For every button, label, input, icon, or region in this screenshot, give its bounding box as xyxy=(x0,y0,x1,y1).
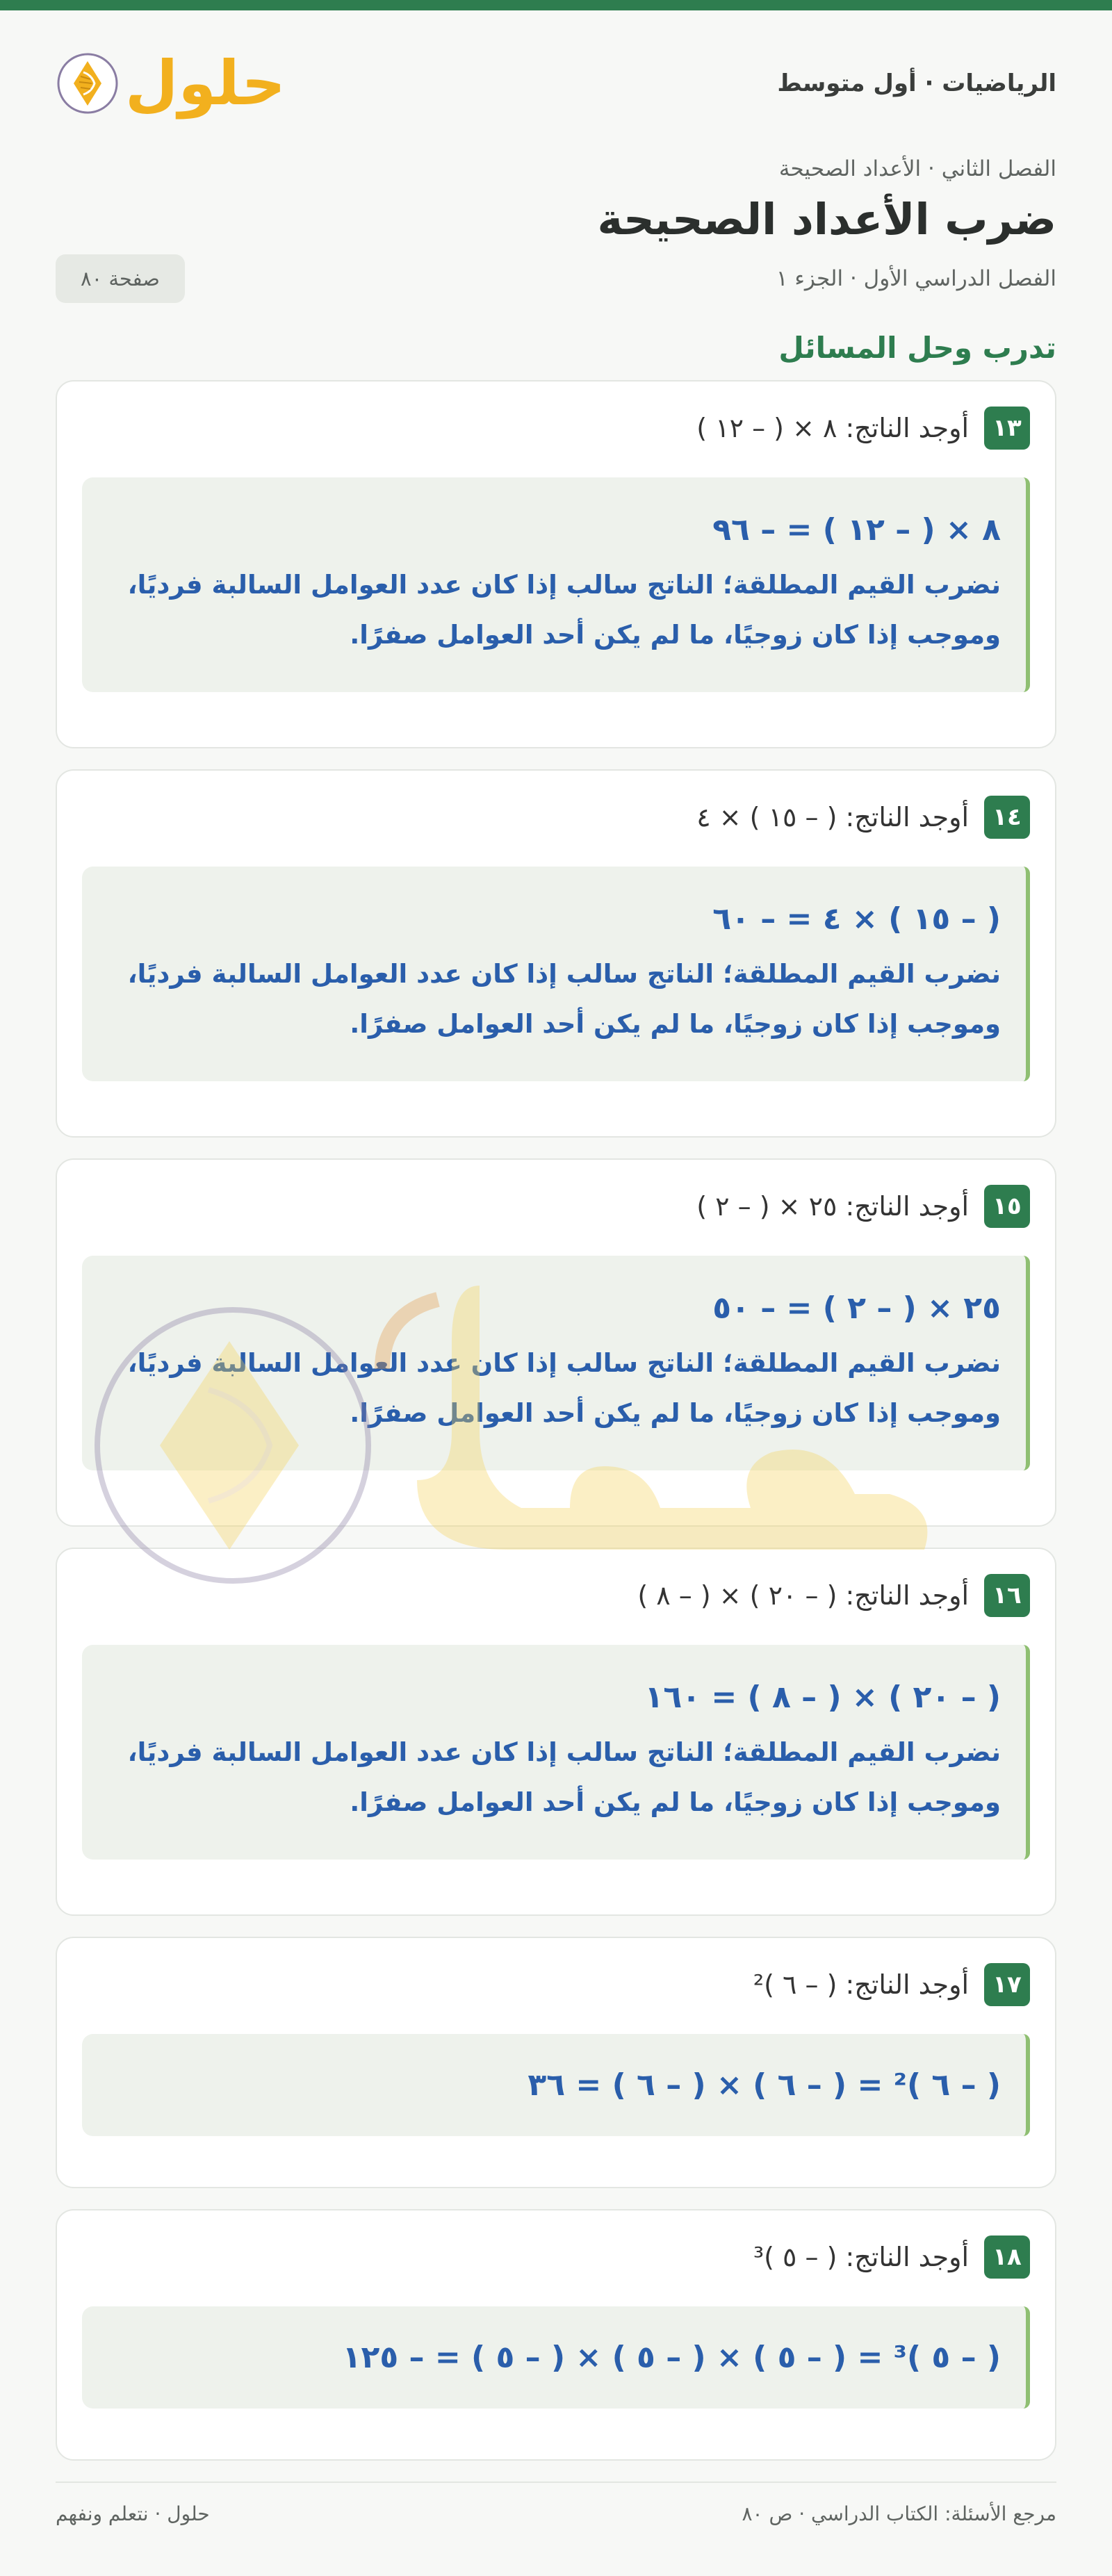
question-card xyxy=(56,380,1056,748)
logo-text: حلول xyxy=(125,47,286,119)
answer-equation: ٨ × ( – ١٢ ) = – ٩٦ xyxy=(712,512,1001,548)
question-number: ١٣ xyxy=(984,407,1030,450)
question-text: أوجد الناتج: ( – ٢٠ ) × ( – ٨ ) xyxy=(637,1580,969,1611)
subject-title: الرياضيات · أول متوسط xyxy=(777,69,1056,97)
answer-box xyxy=(82,477,1030,692)
question-card xyxy=(56,1158,1056,1527)
question-card xyxy=(56,1937,1056,2188)
term-meta: الفصل الدراسي الأول · الجزء ١ xyxy=(776,266,1056,291)
question-text: أوجد الناتج: ( – ١٥ ) × ٤ xyxy=(696,802,969,832)
answer-box xyxy=(82,2034,1030,2136)
question-number: ١٨ xyxy=(984,2235,1030,2279)
site-logo[interactable] xyxy=(56,47,286,119)
answer-box xyxy=(82,1256,1030,1470)
answer-equation: ( – ٥ )³ = ( – ٥ ) × ( – ٥ ) × ( – ٥ ) = – ١٢٥ xyxy=(342,2340,1001,2375)
question-header xyxy=(82,407,1030,450)
question-text: أوجد الناتج: ( – ٥ )³ xyxy=(753,2242,969,2272)
answer-box xyxy=(82,2306,1030,2409)
answer-note-line-2: وموجب إذا كان زوجيًا، ما لم يكن أحد العوامل صفرًا. xyxy=(350,1398,1001,1428)
question-number: ١٤ xyxy=(984,796,1030,839)
page-badge: صفحة ٨٠ xyxy=(56,254,185,303)
page-content xyxy=(0,10,1112,2525)
answer-equation: ٢٥ × ( – ٢ ) = – ٥٠ xyxy=(712,1290,1001,1326)
question-text: أوجد الناتج: ٢٥ × ( – ٢ ) xyxy=(696,1191,969,1222)
question-number: ١٥ xyxy=(984,1185,1030,1228)
answer-box xyxy=(82,867,1030,1081)
answer-equation: ( – ٦ )² = ( – ٦ ) × ( – ٦ ) = ٣٦ xyxy=(528,2067,1001,2103)
question-text: أوجد الناتج: ٨ × ( – ١٢ ) xyxy=(696,413,969,443)
book-icon xyxy=(56,51,120,115)
breadcrumb: الفصل الثاني · الأعداد الصحيحة xyxy=(778,156,1056,181)
answer-equation: ( – ٢٠ ) × ( – ٨ ) = ١٦٠ xyxy=(644,1680,1001,1715)
question-number: ١٦ xyxy=(984,1574,1030,1617)
answer-note-line-1: نضرب القيم المطلقة؛ الناتج سالب إذا كان عدد العوامل السالبة فرديًا، xyxy=(127,959,1001,989)
answer-note-line-1: نضرب القيم المطلقة؛ الناتج سالب إذا كان عدد العوامل السالبة فرديًا، xyxy=(127,1737,1001,1767)
site-header xyxy=(56,10,1056,156)
question-card xyxy=(56,2209,1056,2461)
answer-note-line-1: نضرب القيم المطلقة؛ الناتج سالب إذا كان عدد العوامل السالبة فرديًا، xyxy=(127,1348,1001,1378)
footer-reference: مرجع الأسئلة: الكتاب الدراسي · ص ٨٠ xyxy=(742,2502,1056,2525)
answer-note-line-2: وموجب إذا كان زوجيًا، ما لم يكن أحد العوامل صفرًا. xyxy=(350,1787,1001,1817)
page-footer xyxy=(56,2481,1056,2525)
meta-row xyxy=(56,254,1056,303)
question-card xyxy=(56,769,1056,1138)
question-number: ١٧ xyxy=(984,1963,1030,2006)
footer-brand: حلول · نتعلم ونفهم xyxy=(56,2502,210,2525)
question-card xyxy=(56,1548,1056,1916)
answer-box xyxy=(82,1645,1030,1860)
question-header xyxy=(82,1185,1030,1228)
question-header xyxy=(82,1574,1030,1617)
answer-equation: ( – ١٥ ) × ٤ = – ٦٠ xyxy=(712,901,1001,937)
question-header xyxy=(82,796,1030,839)
answer-note-line-1: نضرب القيم المطلقة؛ الناتج سالب إذا كان عدد العوامل السالبة فرديًا، xyxy=(127,570,1001,600)
section-title: تدرب وحل المسائل xyxy=(778,331,1056,365)
answer-note-line-2: وموجب إذا كان زوجيًا، ما لم يكن أحد العوامل صفرًا. xyxy=(350,1009,1001,1039)
page-title: ضرب الأعداد الصحيحة xyxy=(597,194,1056,245)
top-accent-bar xyxy=(0,0,1112,10)
question-header xyxy=(82,1963,1030,2006)
question-header xyxy=(82,2235,1030,2279)
question-text: أوجد الناتج: ( – ٦ )² xyxy=(753,1969,969,2000)
answer-note-line-2: وموجب إذا كان زوجيًا، ما لم يكن أحد العوامل صفرًا. xyxy=(350,620,1001,650)
